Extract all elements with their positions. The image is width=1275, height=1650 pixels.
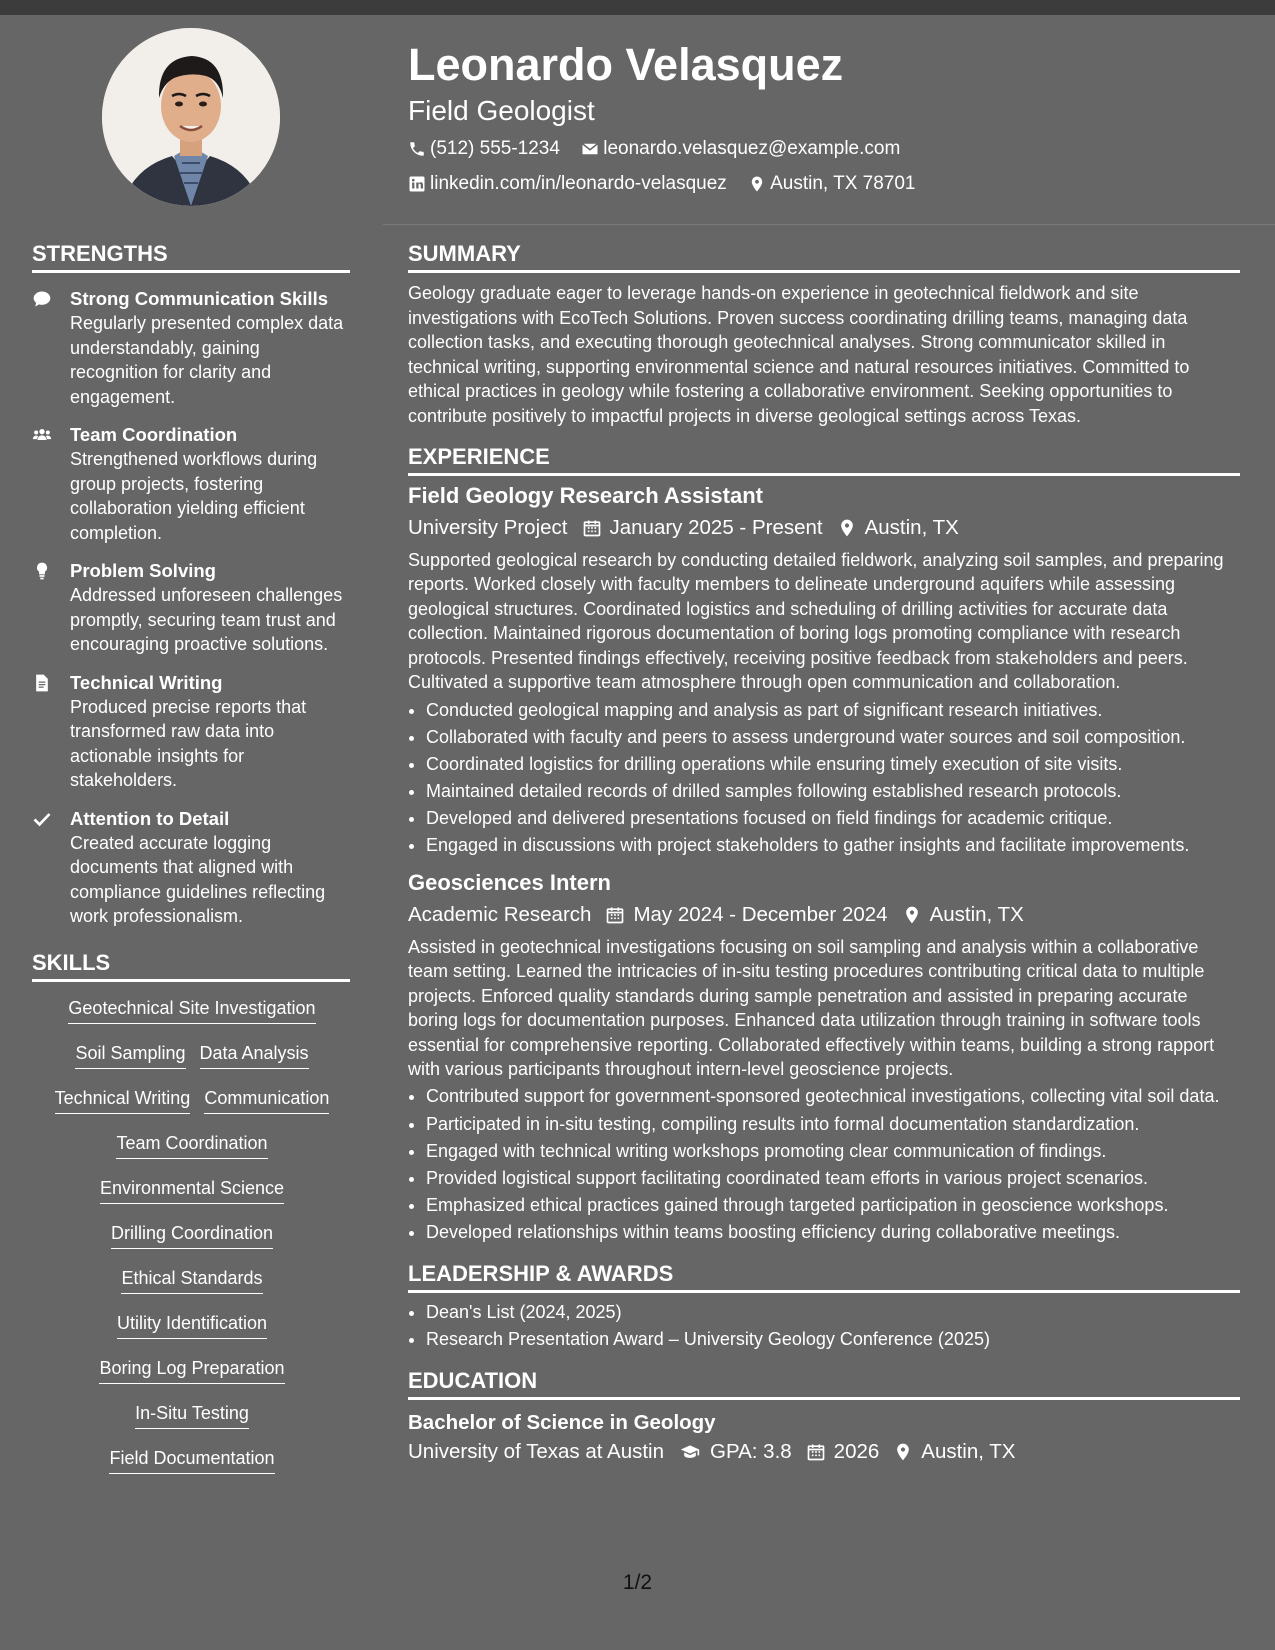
job-meta [408, 901, 1240, 929]
envelope-icon [581, 140, 599, 158]
map-pin-icon [748, 175, 766, 193]
job-description: Supported geological research by conducting detailed fieldwork, analyzing soil samples, and preparing reports. Worked closely with faculty members to delineate underground aquifers while assessing geological structures. Coordinated logistics and scheduling of drilling activities for accurate data collection. Maintained rigorous documentation of boring logs promoting compliance with research protocols. Presented findings effectively, receiving positive feedback from stakeholders and peers. Cultivated a supportive team atmosphere through open communication and collaboration. [408, 549, 1224, 693]
phone-icon [408, 140, 426, 158]
document-icon [32, 673, 52, 693]
job-meta [408, 514, 1240, 542]
skill-tag: Communication [204, 1086, 329, 1114]
job-bullets [408, 1084, 1240, 1246]
award-item: • Research Presentation Award – University Geology Conference (2025) [426, 1326, 1240, 1353]
bullet-item: • Contributed support for government-sponsored geotechnical investigations, collecting vital soil data. [426, 1084, 1240, 1108]
bullet-item: • Emphasized ethical practices gained through targeted participation in geoscience workshops. [426, 1192, 1240, 1219]
linkedin-icon [408, 175, 426, 193]
calendar-icon [605, 905, 625, 925]
email-text: leonardo.velasquez@example.com [603, 138, 901, 159]
skill-tag: Boring Log Preparation [99, 1356, 284, 1384]
bullet-item: • Collaborated with faculty and peers to assess underground water sources and soil composition. [426, 724, 1240, 751]
strength-desc: Regularly presented complex data understandably, gaining recognition for clarity and engagement. [70, 313, 344, 407]
job-title: Field Geologist [408, 95, 595, 126]
skill-tag: Drilling Coordination [111, 1221, 273, 1249]
bullet-item: • Participated in in-situ testing, compiling results into formal documentation standardization. [426, 1111, 1240, 1138]
skill-tag: In-Situ Testing [135, 1401, 249, 1429]
map-pin-icon [902, 905, 922, 925]
strength-item [32, 807, 352, 929]
skill-tag: Technical Writing [55, 1086, 191, 1114]
calendar-icon [806, 1442, 826, 1462]
awards-list [408, 1299, 1240, 1353]
skill-tag: Geotechnical Site Investigation [68, 996, 315, 1024]
header-divider [383, 224, 1275, 225]
job-bullets [408, 697, 1240, 859]
strength-title: Strong Communication Skills [70, 288, 328, 309]
skill-tag: Team Coordination [116, 1131, 267, 1159]
header [408, 40, 1238, 199]
education-meta [408, 1438, 1240, 1466]
gpa-text: GPA: 3.8 [710, 1439, 792, 1463]
summary-text: Geology graduate eager to leverage hands-on experience in geotechnical fieldwork and site investigations with EcoTech Solutions. Proven success coordinating drilling teams, managing data collection tasks, and executing thorough geotechnical analyses. Strong communicator skilled in technical writing, supporting environmental science and natural resources initiatives. Committed to ethical practices in geology while fostering a collaborative environment. Seeking opportunities to contribute positively to impactful projects in diverse geological settings across Texas. [408, 283, 1190, 426]
strengths-heading: STRENGTHS [32, 240, 350, 273]
award-item: • Dean's List (2024, 2025) [426, 1299, 1240, 1326]
contact-row-2 [408, 173, 1238, 199]
map-pin-icon [837, 518, 857, 538]
email-item[interactable] [581, 138, 900, 160]
map-pin-icon [893, 1442, 913, 1462]
bullet-item: • Developed and delivered presentations focused on field findings for academic critique. [426, 805, 1240, 832]
experience-heading: EXPERIENCE [408, 443, 1240, 476]
skill-tag: Ethical Standards [121, 1266, 262, 1294]
bullet-item: • Provided logistical support facilitating coordinated team efforts in various project scenarios. [426, 1165, 1240, 1192]
phone-item[interactable] [408, 138, 560, 160]
skill-tag: Data Analysis [200, 1041, 309, 1069]
bullet-item: • Conducted geological mapping and analysis as part of significant research initiatives. [426, 697, 1240, 724]
job-entry-title: Field Geology Research Assistant [408, 482, 763, 508]
school-location: Austin, TX [921, 1439, 1016, 1463]
graduation-year: 2026 [833, 1439, 880, 1463]
strength-desc: Produced precise reports that transformed raw data into actionable insights for stakeholders. [70, 696, 307, 790]
strength-title: Attention to Detail [70, 807, 230, 829]
strength-item [32, 671, 352, 793]
school-name: University of Texas at Austin [408, 1439, 664, 1463]
page-number: 1/2 [622, 1571, 653, 1594]
profile-photo [102, 28, 280, 206]
left-column [32, 240, 352, 1491]
calendar-icon [582, 518, 602, 538]
job-dates: May 2024 - December 2024 [633, 902, 888, 926]
strength-title: Technical Writing [70, 671, 223, 693]
job-entry [408, 869, 1240, 1246]
strength-title: Problem Solving [70, 560, 216, 581]
graduation-cap-icon [678, 1442, 702, 1462]
check-icon [32, 809, 52, 829]
top-bar [0, 0, 1275, 15]
skill-tag: Field Documentation [109, 1446, 274, 1474]
linkedin-item[interactable] [408, 173, 727, 195]
skill-tag: Utility Identification [117, 1311, 267, 1339]
skill-tag: Environmental Science [100, 1176, 284, 1204]
speech-bubble-icon [32, 289, 52, 309]
skills-heading: SKILLS [32, 949, 350, 982]
summary-heading: SUMMARY [408, 240, 1240, 273]
bullet-item: • Maintained detailed records of drilled samples following established research protocols. [426, 778, 1240, 805]
job-dates: January 2025 - Present [609, 515, 823, 539]
job-entry [408, 482, 1240, 859]
lightbulb-icon [32, 561, 52, 581]
skill-tag: Soil Sampling [75, 1041, 185, 1069]
phone-text: (512) 555-1234 [430, 138, 560, 159]
location-item [748, 173, 915, 195]
skills-list [32, 996, 352, 1477]
contact-row-1 [408, 138, 1238, 164]
awards-heading: LEADERSHIP & AWARDS [408, 1260, 1240, 1293]
degree-title: Bachelor of Science in Geology [408, 1410, 716, 1434]
right-column [408, 240, 1240, 1466]
strength-desc: Created accurate logging documents that aligned with compliance guidelines reflecting work professionalism. [70, 832, 326, 926]
bullet-item: • Coordinated logistics for drilling operations while ensuring timely execution of site visits. [426, 751, 1240, 778]
strength-title: Team Coordination [70, 424, 238, 445]
linkedin-text: linkedin.com/in/leonardo-velasquez [430, 173, 727, 194]
job-location: Austin, TX [929, 902, 1024, 926]
strength-desc: Addressed unforeseen challenges promptly, securing team trust and encouraging proactive solutions. [70, 585, 343, 654]
users-icon [32, 425, 52, 445]
location-text: Austin, TX 78701 [770, 173, 916, 194]
job-location: Austin, TX [864, 515, 959, 539]
job-entry-title: Geosciences Intern [408, 869, 611, 895]
candidate-name: Leonardo Velasquez [408, 39, 844, 90]
strength-item [32, 287, 352, 409]
education-heading: EDUCATION [408, 1367, 1240, 1400]
strength-desc: Strengthened workflows during group projects, fostering collaboration yielding efficient completion. [70, 449, 318, 543]
bullet-item: • Developed relationships within teams boosting efficiency during collaborative meetings. [426, 1219, 1240, 1246]
bullet-item: • Engaged with technical writing workshops promoting clear communication of findings. [426, 1138, 1240, 1165]
strength-item [32, 559, 352, 657]
bullet-item: • Engaged in discussions with project stakeholders to gather insights and facilitate improvements. [426, 832, 1240, 859]
job-org: University Project [408, 515, 568, 539]
job-org: Academic Research [408, 902, 592, 926]
job-description: Assisted in geotechnical investigations focusing on soil sampling and analysis within a collaborative team setting. Learned the intricacies of in-situ testing procedures contributing critical data to multiple projects. Enforced quality standards during sample penetration and assisted in preparing accurate boring logs for documentation purposes. Enhanced data utilization through training in software tools essential for comprehensive reporting. Collaborated effectively within teams, building a strong rapport with various participants throughout intern-level geoscience projects. [408, 936, 1215, 1080]
strength-item [32, 423, 352, 545]
